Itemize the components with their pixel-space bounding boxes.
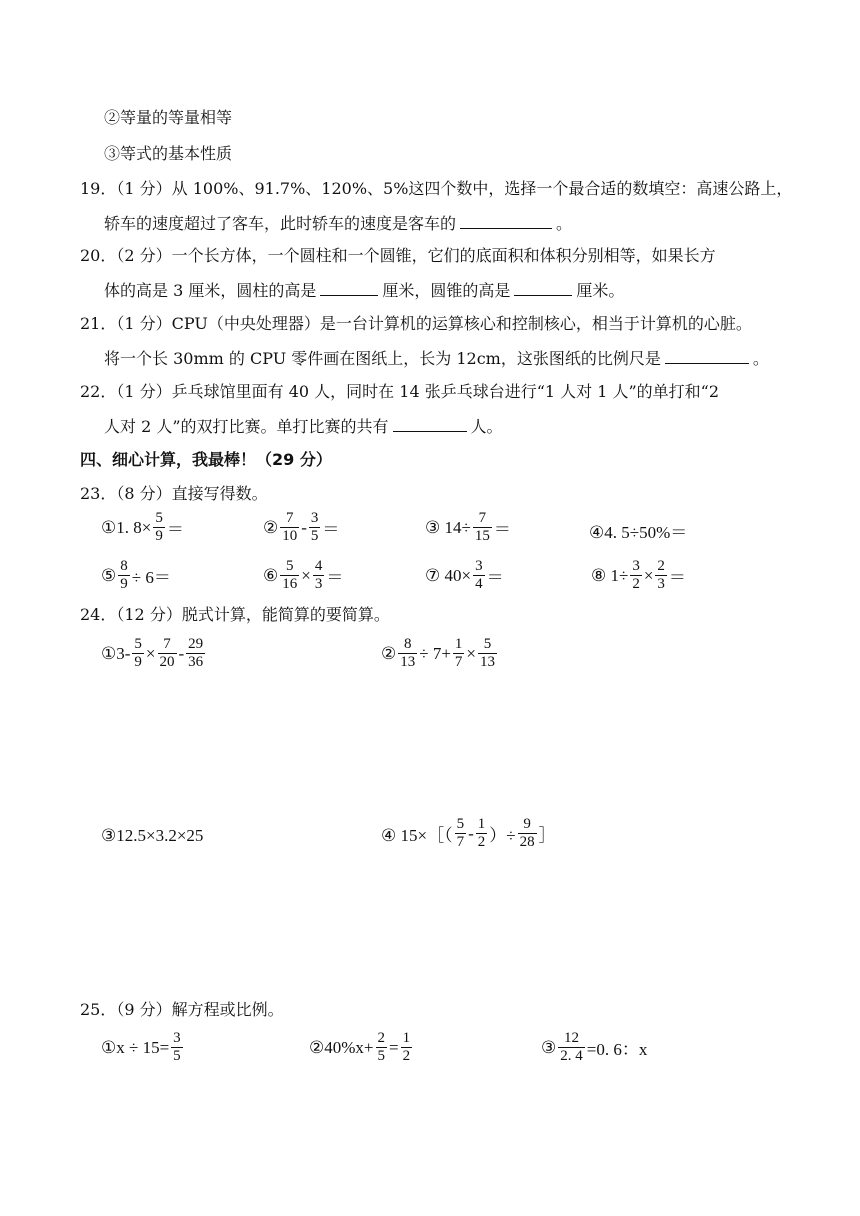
fraction (186, 636, 205, 671)
question-22-line1 (80, 381, 719, 403)
expression-23-4 (588, 518, 688, 543)
numerator: 5 (483, 636, 492, 652)
numerator: 1 (454, 636, 463, 652)
expression-24-1 (100, 636, 206, 671)
answer-blank[interactable] (514, 279, 572, 296)
math-token: × (466, 643, 477, 663)
fraction (478, 636, 497, 671)
fraction (453, 636, 465, 671)
denominator: 20 (159, 654, 175, 670)
denominator: 2 (477, 834, 486, 850)
denominator: 9 (120, 576, 128, 592)
question-number: 22． (80, 382, 117, 401)
numerator: 8 (120, 558, 128, 574)
question-text: 轿车的速度超过了客车，此时轿车的速度是客车的 (104, 214, 457, 233)
numerator: 3 (632, 558, 640, 574)
math-token: ＝ (486, 568, 504, 587)
denominator: 7 (456, 834, 465, 850)
fraction (518, 816, 537, 851)
denominator: 36 (188, 654, 204, 670)
question-23 (80, 483, 268, 505)
math-token: = (389, 1037, 399, 1057)
denominator: 5 (310, 528, 319, 544)
expression-23-5 (100, 558, 172, 593)
numerator: 9 (523, 816, 531, 832)
math-token: × (145, 643, 156, 663)
question-19-line2 (104, 212, 572, 235)
question-number: 23． (80, 484, 117, 503)
math-token: ② (263, 517, 279, 537)
expression-25-2 (308, 1030, 413, 1065)
math-token: ② (381, 643, 397, 663)
fraction (401, 1030, 413, 1065)
question-text: （12 分）脱式计算，能简算的要简算。 (116, 605, 390, 624)
denominator: 28 (519, 834, 535, 850)
question-19-line1 (80, 178, 792, 200)
denominator: 13 (480, 654, 496, 670)
numerator: 12 (564, 1030, 579, 1046)
numerator: 1 (477, 816, 486, 832)
numerator: 3 (310, 510, 319, 526)
numerator: 2 (657, 558, 665, 574)
fraction (280, 558, 299, 593)
fraction (153, 510, 165, 545)
denominator: 7 (454, 654, 463, 670)
expression-25-3 (540, 1030, 648, 1065)
numerator: 5 (134, 636, 142, 652)
fraction (476, 816, 488, 851)
question-number: 20． (80, 246, 117, 265)
question-text: （1 分）CPU（中央处理器）是一台计算机的运算核心和控制核心，相当于计算机的心脏。 (116, 314, 752, 333)
question-text: （1 分）从 100%、91.7%、120%、5%这四个数中，选择一个最合适的数填空：高速公路上， (116, 179, 793, 198)
math-token: ②40%x+ (309, 1037, 374, 1057)
question-22-line2 (104, 415, 503, 438)
denominator: 15 (474, 528, 490, 544)
answer-blank[interactable] (320, 279, 378, 296)
question-text: 。 (752, 349, 769, 368)
math-token: ①x ÷ 15= (101, 1037, 170, 1057)
item-2: ②等量的等量相等 (104, 108, 233, 127)
denominator: 2. 4 (560, 1048, 583, 1064)
math-token: ⑧ 1÷ (591, 565, 629, 585)
question-number: 24． (80, 605, 117, 624)
math-token: ）÷ (489, 826, 516, 845)
question-text: （8 分）直接写得数。 (116, 484, 268, 503)
math-token: ＝ (322, 520, 340, 539)
question-text: 体的高是 3 厘米，圆柱的高是 (104, 281, 317, 300)
expression-23-6 (262, 558, 344, 593)
fraction (473, 558, 485, 593)
denominator: 4 (475, 576, 483, 592)
math-token: ＝ (668, 568, 686, 587)
math-token: × (301, 565, 311, 585)
math-token: =0. 6：x (586, 1040, 648, 1059)
math-token: - (178, 643, 185, 663)
expression-25-1 (100, 1030, 184, 1065)
denominator: 13 (400, 654, 416, 670)
math-token: × (643, 565, 654, 585)
numerator: 2 (377, 1030, 385, 1046)
question-number: 19． (80, 179, 117, 198)
fraction (473, 510, 492, 545)
math-token: ÷ 6＝ (131, 568, 171, 587)
denominator: 5 (377, 1048, 385, 1064)
question-text: 厘米，圆锥的高是 (382, 281, 511, 300)
numerator: 29 (188, 636, 204, 652)
numerator: 4 (314, 558, 323, 574)
question-text: （1 分）乒乓球馆里面有 40 人，同时在 14 张乒乓球台进行“1 人对 1 人”的单打和“2 (116, 382, 720, 401)
numerator: 5 (286, 558, 294, 574)
fraction (118, 558, 130, 593)
fraction (655, 558, 667, 593)
denominator: 2 (402, 1048, 411, 1064)
question-25 (80, 999, 284, 1021)
fraction (280, 510, 299, 545)
math-token: ⑦ 40× (425, 565, 472, 585)
expression-24-4 (380, 816, 557, 851)
numerator: 5 (155, 510, 163, 526)
math-token: ④ 15×［（ (381, 826, 453, 845)
denominator: 10 (282, 528, 298, 544)
question-20-line1 (80, 245, 716, 267)
numerator: 1 (402, 1030, 411, 1046)
numerator: 7 (478, 510, 487, 526)
math-token: ＝ (166, 520, 184, 539)
denominator: 3 (314, 576, 323, 592)
math-token: - (301, 517, 307, 537)
fraction (376, 1030, 388, 1065)
expression-24-3 (100, 826, 204, 846)
expression-23-8 (590, 558, 687, 593)
fraction (171, 1030, 183, 1065)
denominator: 5 (173, 1048, 181, 1064)
numerator: 5 (456, 816, 465, 832)
expression-23-2 (262, 510, 340, 545)
denominator: 3 (657, 576, 665, 592)
fraction (132, 636, 144, 671)
section-heading: 四、细心计算，我最棒！（29 分） (80, 450, 332, 469)
question-text: 人对 2 人”的双打比赛。单打比赛的共有 (104, 417, 389, 436)
math-token: ⑤ (101, 565, 117, 585)
expression-24-2 (380, 636, 498, 671)
question-number: 21． (80, 314, 117, 333)
fraction (309, 510, 321, 545)
math-token: - (468, 823, 474, 843)
question-20-line2 (104, 279, 624, 302)
math-token: ］ (538, 826, 556, 845)
answer-blank[interactable] (460, 212, 552, 229)
question-text: （9 分）解方程或比例。 (116, 1000, 284, 1019)
question-text: 将一个长 30mm 的 CPU 零件画在图纸上，长为 12cm，这张图纸的比例尺是 (104, 349, 661, 368)
expression-23-7 (424, 558, 505, 593)
question-text: 。 (556, 214, 573, 233)
denominator: 9 (134, 654, 142, 670)
denominator: 2 (632, 576, 640, 592)
answer-blank[interactable] (393, 415, 467, 432)
denominator: 16 (282, 576, 298, 592)
numerator: 3 (475, 558, 483, 574)
fraction (158, 636, 177, 671)
math-token: ⑥ (263, 565, 279, 585)
math-token: ③ (541, 1037, 557, 1057)
question-text: 人。 (470, 417, 503, 436)
question-text: 厘米。 (576, 281, 625, 300)
question-21-line1 (80, 313, 752, 335)
question-number: 25． (80, 1000, 117, 1019)
fraction (455, 816, 467, 851)
numerator: 7 (286, 510, 294, 526)
math-token: ①3- (101, 643, 131, 663)
math-token: ÷ 7+ (419, 643, 451, 663)
expression-23-1 (100, 510, 185, 545)
item-3: ③等式的基本性质 (104, 144, 233, 163)
math-token: ①1. 8× (101, 517, 152, 537)
question-21-line2 (104, 347, 769, 370)
math-token: ＝ (326, 568, 344, 587)
math-token: ④4. 5÷50%＝ (589, 523, 688, 542)
fraction (558, 1030, 585, 1065)
fraction (398, 636, 417, 671)
math-token: ③12.5×3.2×25 (101, 826, 204, 845)
question-text: （2 分）一个长方体，一个圆柱和一个圆锥，它们的底面积和体积分别相等，如果长方 (116, 246, 716, 265)
answer-blank[interactable] (665, 347, 749, 364)
math-token: ＝ (493, 520, 511, 539)
expression-23-3 (424, 510, 512, 545)
numerator: 3 (173, 1030, 181, 1046)
fraction (630, 558, 642, 593)
fraction (313, 558, 325, 593)
numerator: 8 (404, 636, 412, 652)
question-24 (80, 604, 390, 626)
math-token: ③ 14÷ (425, 517, 471, 537)
denominator: 9 (155, 528, 163, 544)
numerator: 7 (163, 636, 171, 652)
